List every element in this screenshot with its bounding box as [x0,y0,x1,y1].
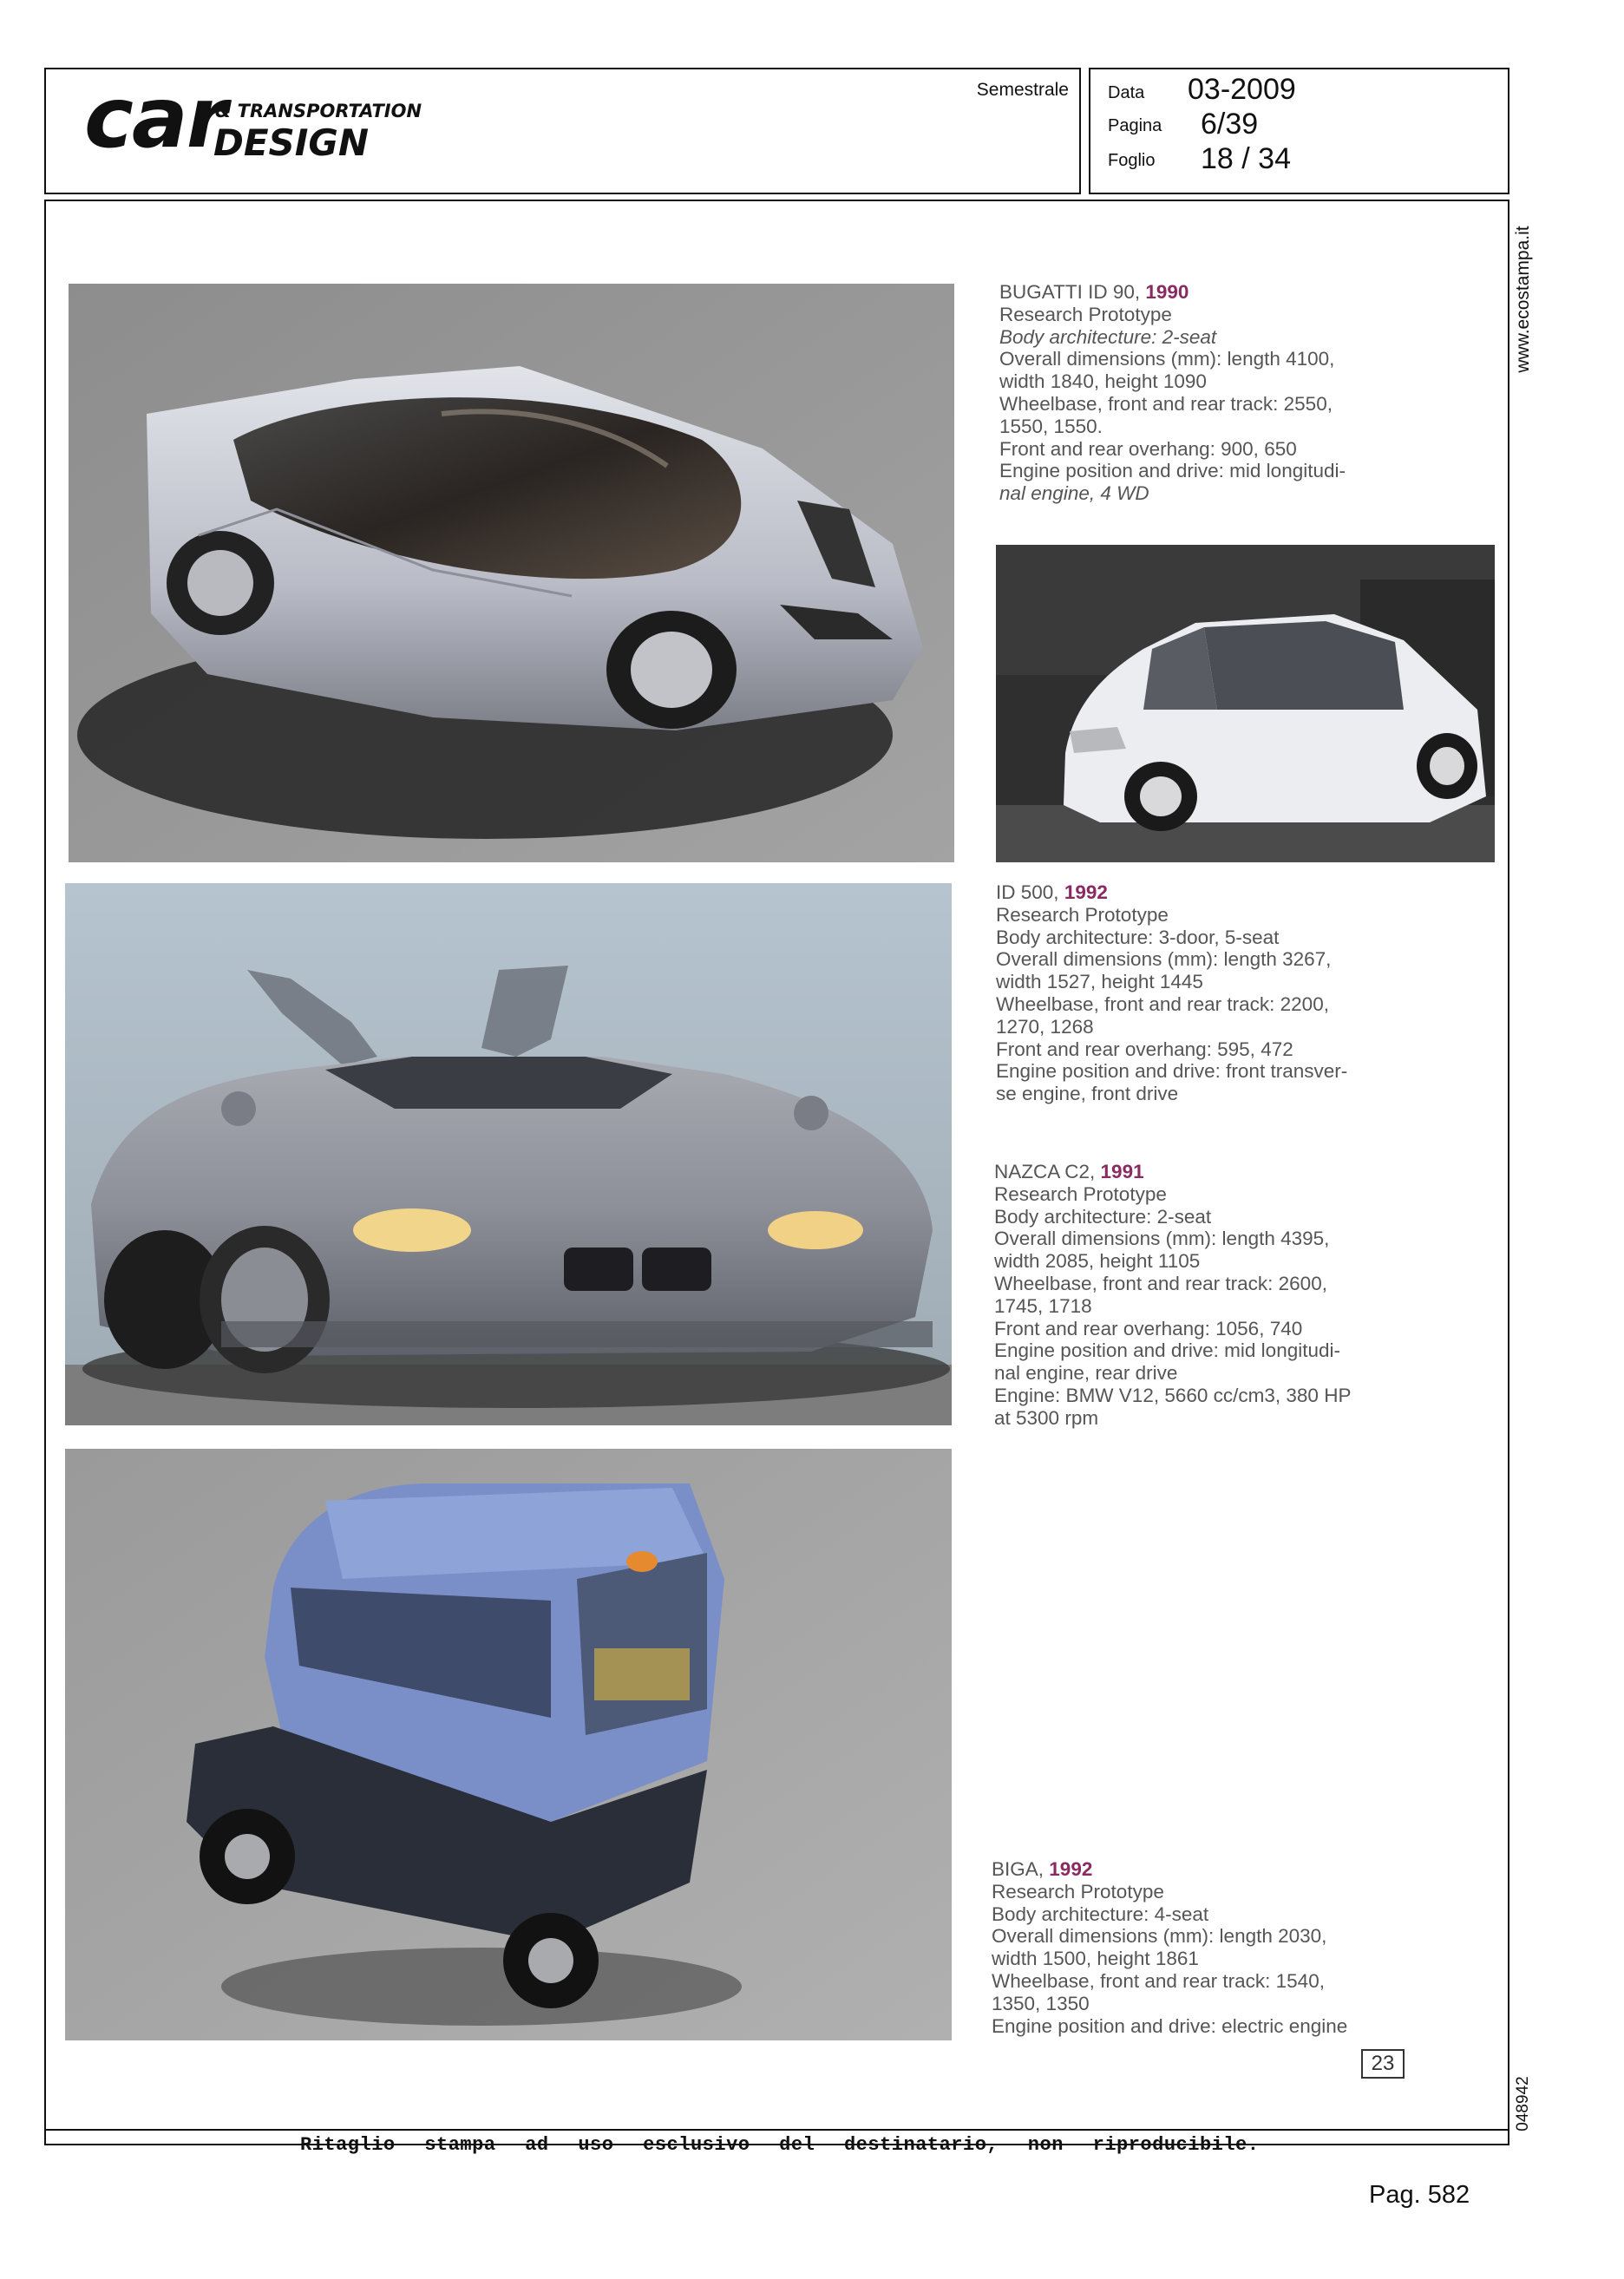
car-name: BUGATTI ID 90, [999,281,1141,303]
magazine-page-number: 23 [1361,2049,1405,2079]
spec-line: 1270, 1268 [996,1015,1094,1038]
spec-line: Wheelbase, front and rear track: 1540, [992,1969,1325,1992]
foglio-label: Foglio [1108,151,1156,170]
spec-line: Front and rear overhang: 1056, 740 [994,1317,1303,1339]
spec-line: Overall dimensions (mm): length 4395, [994,1228,1330,1250]
spec-line: width 2085, height 1105 [994,1250,1201,1273]
spec-line: Engine position and drive: mid longitudi- [994,1339,1340,1362]
caption-nazca-c2 [994,1161,1351,1430]
spec-line: Engine position and drive: mid longitudi- [999,460,1346,482]
caption-id500 [996,881,1347,1105]
spec-line: width 1500, height 1861 [992,1948,1199,1970]
spec-line: se engine, front drive [996,1083,1179,1105]
logo-car: car [84,69,226,167]
nazca-c2-photo [65,883,952,1425]
spec-line: Research Prototype [992,1880,1164,1902]
spec-line: width 1527, height 1445 [996,971,1203,993]
website-text: www.ecostampa.it [1513,226,1533,373]
spec-line: Overall dimensions (mm): length 4100, [999,348,1335,370]
spec-line: Wheelbase, front and rear track: 2600, [994,1272,1327,1294]
side-website [1506,217,1541,382]
reproduction-notice: Ritaglio stampa ad uso esclusivo del destinatario, non riproducibile. [300,2134,1260,2156]
caption-bugatti-id90 [999,281,1346,505]
car-name: NAZCA C2, [994,1161,1096,1182]
spec-line: Wheelbase, front and rear track: 2200, [996,992,1329,1015]
footer-divider [44,2129,1509,2131]
car-year: 1992 [1049,1858,1093,1880]
spec-line: nal engine, rear drive [994,1362,1178,1385]
car-name: ID 500, [996,881,1059,903]
spec-line: Body architecture: 2-seat [999,325,1217,348]
data-value: 03-2009 [1188,73,1296,106]
bugatti-id90-photo [69,284,954,862]
clipping-code: 048942 [1514,2076,1532,2132]
spec-line: 1350, 1350 [992,1992,1090,2014]
spec-line: Engine position and drive: electric engine [992,2014,1348,2037]
pagina-label: Pagina [1108,116,1162,135]
spec-line: Front and rear overhang: 595, 472 [996,1038,1293,1060]
page-number: Pag. 582 [1369,2181,1470,2209]
car-year: 1991 [1100,1161,1144,1182]
spec-line: Overall dimensions (mm): length 2030, [992,1925,1327,1948]
spec-line: Wheelbase, front and rear track: 2550, [999,392,1333,415]
issue-meta-box [1089,68,1509,194]
spec-line: at 5300 rpm [994,1406,1099,1429]
biga-photo [65,1449,952,2040]
spec-line: Engine position and drive: front transver- [996,1060,1348,1083]
side-code [1506,2065,1541,2143]
spec-line: 1550, 1550. [999,415,1103,437]
spec-line: Body architecture: 2-seat [994,1205,1212,1228]
pagina-value: 6/39 [1201,108,1259,141]
spec-line: Engine: BMW V12, 5660 cc/cm3, 380 HP [994,1384,1352,1406]
spec-line: Body architecture: 3-door, 5-seat [996,926,1280,948]
data-label: Data [1108,83,1145,102]
spec-line: width 1840, height 1090 [999,370,1207,393]
spec-line: Research Prototype [999,303,1172,325]
foglio-value: 18 / 34 [1201,142,1291,175]
car-year: 1990 [1145,281,1189,303]
spec-line: Research Prototype [996,903,1169,926]
logo-transportation: & TRANSPORTATION [215,101,422,121]
caption-biga [992,1858,1347,2037]
spec-line: Research Prototype [994,1182,1167,1205]
logo-design: DESIGN [213,121,370,164]
masthead-box [44,68,1081,194]
spec-line: Body architecture: 4-seat [992,1902,1209,1925]
id500-photo [996,545,1495,862]
spec-line: nal engine, 4 WD [999,482,1149,505]
spec-line: Overall dimensions (mm): length 3267, [996,948,1332,971]
car-name: BIGA, [992,1858,1044,1880]
spec-line: 1745, 1718 [994,1294,1092,1317]
spec-line: Front and rear overhang: 900, 650 [999,437,1297,460]
periodicity: Semestrale [976,80,1069,100]
car-year: 1992 [1064,881,1108,903]
